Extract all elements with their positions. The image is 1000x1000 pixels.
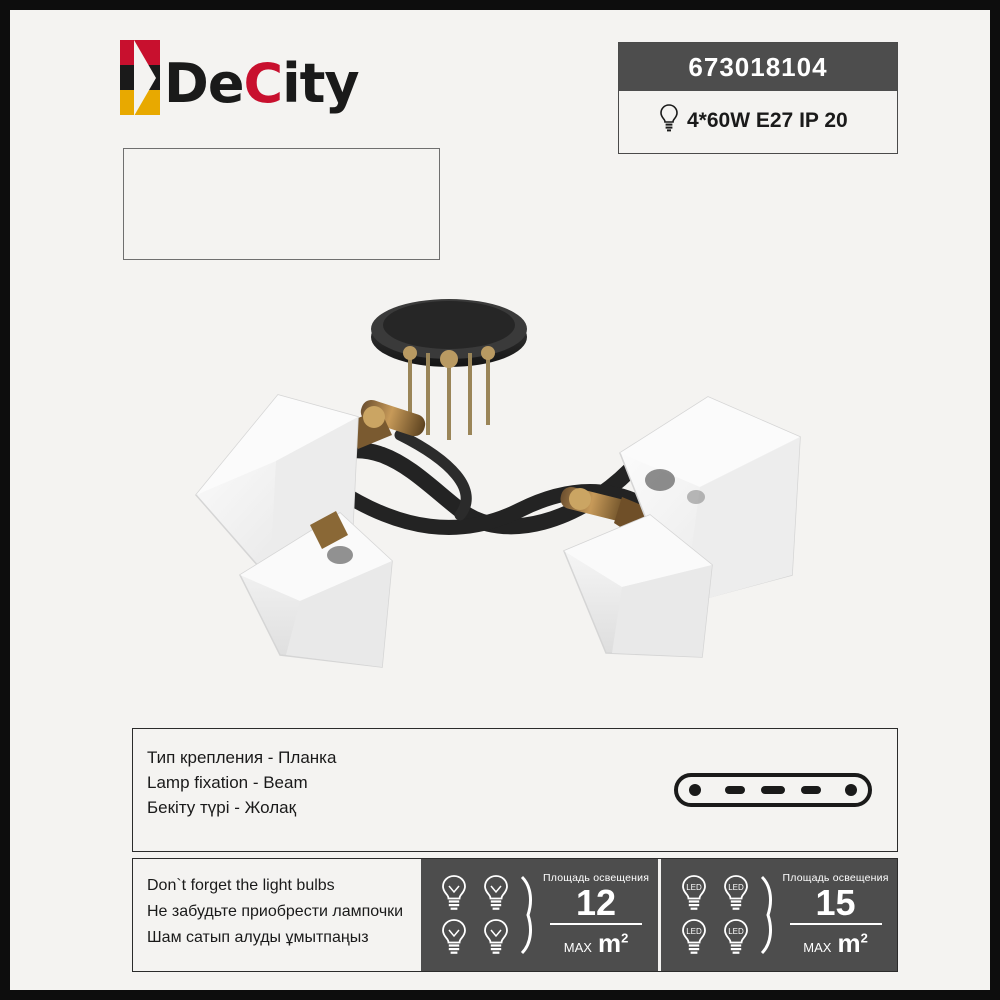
fixation-line-ru: Тип крепления - Планка	[147, 748, 337, 767]
product-label-page	[10, 10, 990, 990]
incandescent-bulb-icon	[433, 915, 475, 959]
coverage-panel-incandescent	[421, 859, 658, 971]
fixation-block	[132, 728, 898, 852]
brand-logo	[120, 38, 380, 118]
coverage-area-led	[783, 872, 889, 959]
article-code: 673018104	[619, 43, 897, 91]
svg-text:LED: LED	[685, 883, 702, 892]
reminder-line-ru: Не забудьте приобрести лампочки	[147, 903, 404, 920]
incandescent-bulb-icon	[475, 915, 517, 959]
brand-name	[164, 52, 359, 115]
led-bulb-icon	[673, 871, 715, 915]
coverage-title: Площадь освещения	[782, 871, 889, 884]
brand-name-part3: ity	[282, 52, 359, 115]
product-image	[160, 275, 860, 695]
fixation-line-en: Lamp fixation - Beam	[147, 773, 308, 792]
brand-name-part1: De	[164, 52, 244, 115]
coverage-unit: $m^2$	[837, 927, 868, 958]
coverage-unit-row	[783, 928, 889, 959]
led-bulb-icon	[673, 915, 715, 959]
brace-icon	[759, 875, 777, 955]
decity-flag-logo-icon	[120, 40, 160, 116]
lamp-spec-row	[619, 91, 897, 151]
coverage-unit: $m^2$	[597, 927, 629, 958]
reminder-line-en: Don`t forget the light bulbs	[147, 877, 335, 894]
svg-text:LED: LED	[727, 883, 744, 892]
blank-label-box	[123, 148, 440, 260]
coverage-max-label: MAX	[803, 939, 832, 955]
bulbs-reminder-text	[133, 859, 421, 971]
lamp-spec-text: 4*60W E27 IP 20	[687, 109, 848, 132]
mounting-beam-icon	[673, 767, 873, 818]
brace-icon	[519, 875, 537, 955]
light-bulb-icon	[659, 104, 679, 138]
coverage-unit-row	[543, 928, 649, 959]
incandescent-bulb-icon	[433, 871, 475, 915]
fixation-line-kk: Бекіту түрі - Жолақ	[147, 798, 297, 817]
coverage-area-incandescent	[543, 872, 649, 959]
led-bulb-icon	[715, 915, 757, 959]
coverage-max-label: MAX	[563, 939, 592, 955]
coverage-panel-led	[658, 859, 898, 971]
fixation-text	[147, 745, 336, 820]
incandescent-bulb-icon	[475, 871, 517, 915]
led-bulb-icon	[715, 871, 757, 915]
reminder-line-kk: Шам сатып алуды ұмытпаңыз	[147, 929, 369, 946]
svg-text:LED: LED	[727, 927, 744, 936]
coverage-title: Площадь освещения	[543, 871, 650, 884]
coverage-value: 15	[815, 881, 856, 923]
led-bulb-grid	[673, 871, 757, 959]
article-code-block	[618, 42, 898, 154]
svg-text:LED: LED	[685, 927, 702, 936]
bulbs-reminder-block	[132, 858, 898, 972]
coverage-value: 12	[576, 881, 617, 923]
brand-name-part2: C	[243, 52, 283, 115]
incandescent-bulb-grid	[433, 871, 517, 959]
